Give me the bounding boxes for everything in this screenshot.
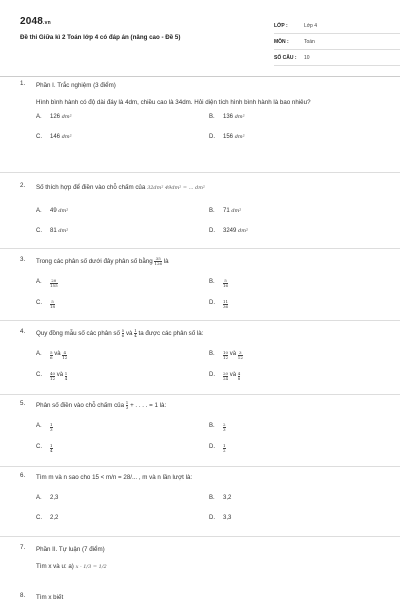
option-d[interactable]: D. 156 dm² [209, 134, 245, 140]
option-c[interactable]: C. 81 dm² [36, 228, 69, 234]
question-1: 1. Phần I. Trắc nghiệm (3 điểm) Hình bình hành có độ dài đáy là 4dm, chiều cao là 34dm. Hỏi diện tích hình bình hành là bao nhiêu? A. 126 dm² B. 136 dm² C. 146 dm² D. 156 dm² [20, 80, 382, 140]
option-a[interactable]: A. 5 6 và 4 12 [36, 350, 68, 360]
exam-title: Đề thi Giữa kì 2 Toán lớp 4 có đáp án (nâng cao - Đề 5) [20, 34, 181, 41]
option-b[interactable]: B. 10 12 và 3 12 [209, 350, 243, 360]
divider [0, 172, 400, 173]
header-divider [0, 76, 400, 77]
option-b[interactable]: B. 2 3 [209, 422, 226, 432]
question-2: 2. Số thích hợp để điền vào chỗ chấm của 32dm² 49dm² = ... dm² A. 49 dm² B. 71 dm² C. 81 dm² D. 3249 dm² [20, 182, 382, 234]
option-c[interactable]: C. 1 4 [36, 443, 53, 453]
option-b[interactable]: B. 136 dm² [209, 114, 245, 120]
info-row-count: SỐ CÂU : 10 [274, 50, 400, 66]
exam-info [274, 18, 400, 66]
info-row-subject: MÔN : Toán [274, 34, 400, 50]
option-d[interactable]: D. 3,3 [209, 515, 232, 521]
divider [0, 394, 400, 395]
option-a[interactable]: A. 49 dm² [36, 208, 69, 214]
info-row-class: LỚP : Lớp 4 [274, 18, 400, 34]
option-a[interactable]: A. 20 155 [36, 278, 58, 288]
option-d[interactable]: D. 20 24 và 4 8 [209, 371, 241, 381]
option-b[interactable]: B. 5 16 [209, 278, 229, 288]
option-d[interactable]: D. 11 36 [209, 299, 229, 309]
divider [0, 536, 400, 537]
option-d[interactable]: D. 1 2 [209, 443, 226, 453]
option-a[interactable]: A. 126 dm² [36, 114, 72, 120]
question-5: 5. Phân số điền vào chỗ chấm của $\frac{1}{3}$ + . . . . = 1 là: A. 1 3 B. 2 3 C. 1 4 D. 1 2 [20, 400, 382, 453]
option-b[interactable]: B. 71 dm² [209, 208, 242, 214]
option-c[interactable]: C. 146 dm² [36, 134, 72, 140]
question-4: 4. Quy đồng mẫu số các phân số $\frac{5}{6}$ và $\frac{1}{4}$ ta được các phân số là: A. 5 6 và 4 12 B. 10 12 và 3 12 C. 40 12 và 1 4 D. 20 24 và 4 8 [20, 328, 382, 381]
option-c[interactable]: C. 2,2 [36, 515, 59, 521]
question-3: 3. Trong các phân số dưới đây phân số bằng $\frac{35}{126}$ là A. 20 155 B. 5 16 C. 5 18 D. 11 36 [20, 256, 382, 309]
header [20, 14, 382, 76]
divider [0, 320, 400, 321]
option-a[interactable]: A. 2,3 [36, 495, 59, 501]
question-6: 6. Tìm m và n sao cho 15 < m/n = 28/... , m và n lần lượt là: A. 2,3 B. 3,2 C. 2,2 D. 3,3 [20, 472, 382, 521]
option-a[interactable]: A. 1 3 [36, 422, 53, 432]
divider [0, 466, 400, 467]
option-c[interactable]: C. 5 18 [36, 299, 56, 309]
question-7: 7. Phần II. Tự luận (7 điểm) Tìm x và u: a) x - 1/3 = 1/2 [20, 544, 107, 570]
option-b[interactable]: B. 3,2 [209, 495, 232, 501]
site-logo[interactable]: 2048.vn [20, 16, 51, 27]
question-8-partial: 8. Tìm x biết [20, 592, 64, 600]
option-c[interactable]: C. 40 12 và 1 4 [36, 371, 68, 381]
option-d[interactable]: D. 3249 dm² [209, 228, 248, 234]
divider [0, 248, 400, 249]
